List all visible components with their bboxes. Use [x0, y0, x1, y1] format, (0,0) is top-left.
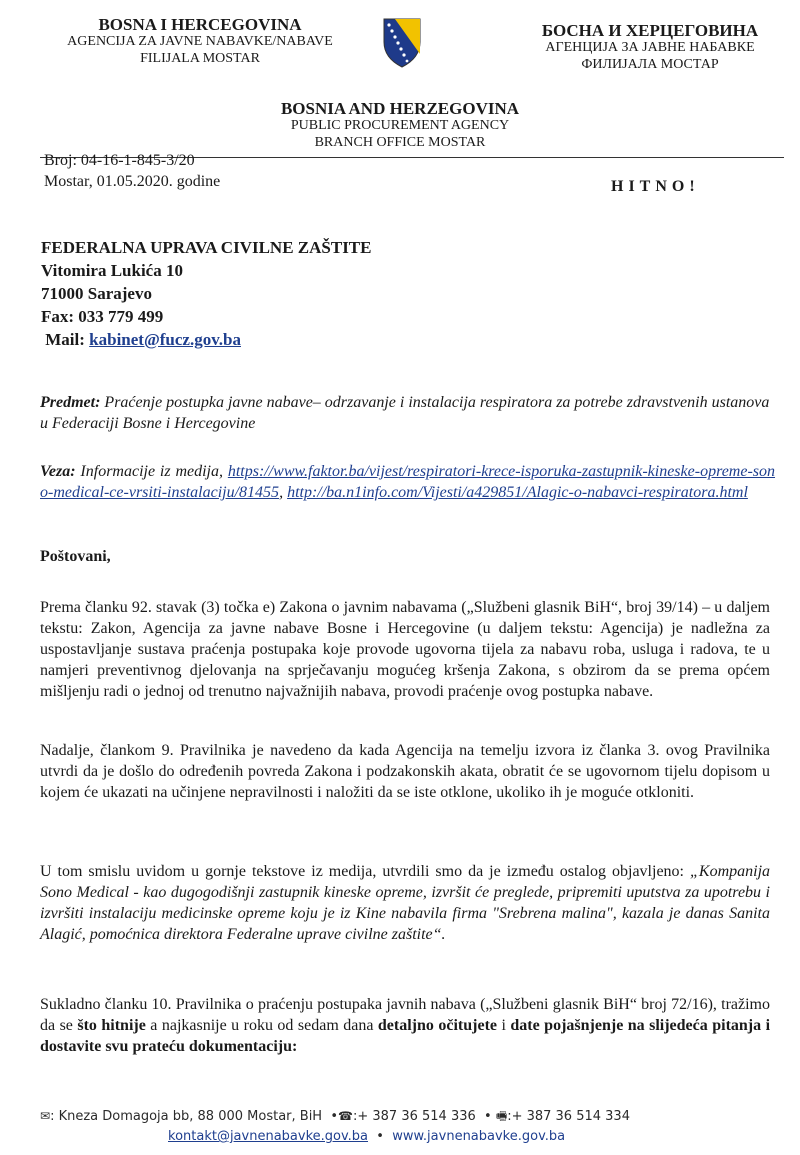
recipient-mail-label: Mail:: [45, 330, 85, 349]
header-center-branch: BRANCH OFFICE MOSTAR: [314, 135, 486, 150]
paragraph-4-bold-1: što hitnije: [77, 1017, 146, 1034]
paragraph-2: Nadalje, člankom 9. Pravilnika je navedeno da kada Agencija na temelju izvora iz članka 3. ovog Pravilnika utvrdi da je došlo do određenih povreda Zakona i podzakonskih akata, obratit će se ugovornom tijelu dopisom u kojem će ukazati na učinjene nepravilnosti i naložiti da se iste otklone, ukoliko ih je moguće otkloniti.: [40, 742, 770, 801]
paragraph-3: [40, 861, 770, 945]
document-meta: [44, 150, 220, 192]
paragraph-4-text-a: Sukladno članku 10. Pravilnika o praćenju postupaka javnih nabava („Službeni glasnik BiH“ broj 72/16), tražimo da se: [40, 996, 770, 1034]
paragraph-4-bold-3: date pojašnjenje na slijedeća pitanja i dostavite svu prateću dokumentaciju:: [40, 1017, 771, 1055]
header-right-country: БОСНА И ХЕРЦЕГОВИНА: [541, 21, 759, 40]
header-left: [40, 16, 360, 67]
bullet-icon: •: [330, 1109, 339, 1124]
bullet-icon: •: [484, 1109, 492, 1124]
header-left-branch: FILIJALA MOSTAR: [140, 51, 260, 66]
footer-web-link[interactable]: www.javnenabavke.gov.ba: [392, 1129, 566, 1144]
document-place-date: Mostar, 01.05.2020. godine: [44, 173, 221, 190]
paragraph-4-bold-2: detaljno očitujete: [377, 1017, 498, 1034]
reference-block: Veza: Informacije iz medija, https://www.faktor.ba/vijest/respiratori-krece-isporuka-zastupnik-kineske-opreme-sono-medical-ce-vrsiti-instalaciju/81455, http://ba.n1info.com/Vijesti/a429851/Alagic-o-nabavci-respiratora.html: [40, 463, 776, 501]
header-right-agency: АГЕНЦИЈА ЗА ЈАВНЕ НАБАВКЕ: [545, 40, 755, 55]
footer-line-1: ✉: Kneza Domagoja bb, 88 000 Mostar, BiH •☎:+ 387 36 514 336 • 🖷:+ 387 36 514 334: [40, 1109, 630, 1124]
recipient-mail-link[interactable]: kabinet@fucz.gov.ba: [89, 330, 241, 349]
subject-label: Predmet:: [40, 394, 101, 411]
greeting: Poštovani,: [40, 548, 111, 565]
reference-link-2[interactable]: http://ba.n1info.com/Vijesti/a429851/Alagic-o-nabavci-respiratora.html: [287, 484, 748, 501]
subject-text: Praćenje postupka javne nabave– odrzavanje i instalacija respiratora za potrebe zdravstvenih ustanova u Federaciji Bosne i Hercegovine: [40, 394, 770, 432]
recipient-fax: Fax: 033 779 499: [41, 307, 164, 326]
footer-email-link[interactable]: kontakt@javnenabavke.gov.ba: [168, 1129, 369, 1144]
recipient-mail-row: [41, 328, 372, 351]
paragraph-1: Prema članku 92. stavak (3) točka e) Zakona o javnim nabavama („Službeni glasnik BiH“, broj 39/14) – u daljem tekstu: Zakon, Agencija za javne nabave Bosne i Hercegovine (u daljem tekstu: Agencija) je nadležna za uspostavljanje sustava praćenja postupaka koje provode ugovorna tijela za nabavu roba, usluga i radova, te u namjeri preventivnog djelovanja na sprječavanju mogućeg kršenja Zakona, s obzirom da se prema općem mišljenju radi o jednoj od trenutno najvažnijih nabava, provodi praćenje ovog postupka nabave.: [40, 599, 770, 700]
paragraph-4: [40, 994, 770, 1057]
header-left-country: BOSNA I HERCEGOVINA: [98, 15, 302, 34]
paragraph-3-quote: „Kompanija Sono Medical - kao dugogodišnji zastupnik kineske opreme, izvršit će preglede, pripremiti uputstva za upotrebu i izvršiti instalaciju medicinske opreme koju je iz Kine nabavila firma "Srebrena malina", kazala je danas Sanita Alagić, pomoćnica direktora Federalne uprave civilne zaštite“.: [40, 863, 771, 943]
urgent-label: HITNO!: [611, 178, 700, 195]
recipient-street: Vitomira Lukića 10: [41, 261, 183, 280]
reference-label: Veza:: [40, 463, 76, 480]
paragraph-3-intro: U tom smislu uvidom u gornje tekstove iz medija, utvrdili smo da je između ostalog objavljeno:: [40, 863, 684, 880]
footer-line-2: [40, 1127, 790, 1147]
subject-block: [40, 392, 770, 434]
envelope-icon: ✉: [40, 1109, 51, 1123]
reference-link-1[interactable]: https://www.faktor.ba/vijest/respiratori-krece-isporuka-zastupnik-kineske-opreme-sono-medical-ce-vrsiti-instalaciju/81455: [40, 463, 776, 501]
phone-icon: ☎: [338, 1109, 353, 1123]
paragraph-4-text-c: a najkasnije u roku od sedam dana: [145, 1017, 378, 1034]
reference-text: Informacije iz medija,: [80, 463, 223, 480]
recipient-name: FEDERALNA UPRAVA CIVILNE ZAŠTITE: [41, 238, 372, 257]
footer-phone: :+ 387 36 514 336: [352, 1109, 476, 1124]
recipient-block: [41, 236, 372, 351]
footer-address: Kneza Domagoja bb, 88 000 Mostar, BiH: [58, 1109, 323, 1124]
footer-fax: :+ 387 36 514 334: [507, 1109, 630, 1124]
paragraph-4-text-d: i: [497, 1017, 511, 1034]
header-left-agency: AGENCIJA ZA JAVNE NABAVKE/NABAVE: [67, 34, 333, 49]
coat-of-arms-icon: [383, 18, 421, 68]
header-center-country: BOSNIA AND HERZEGOVINA: [280, 99, 520, 118]
footer: [40, 1106, 790, 1147]
fax-icon: 🖷: [495, 1109, 508, 1123]
recipient-city: 71000 Sarajevo: [41, 284, 152, 303]
header-right-branch: ФИЛИЈАЛА МОСТАР: [581, 57, 719, 72]
document-number: Broj: 04-16-1-845-3/20: [44, 152, 195, 169]
bullet-icon: •: [376, 1129, 384, 1144]
header-center-agency: PUBLIC PROCUREMENT AGENCY: [290, 118, 510, 133]
header-center: [240, 100, 560, 151]
header-right: [510, 22, 790, 73]
